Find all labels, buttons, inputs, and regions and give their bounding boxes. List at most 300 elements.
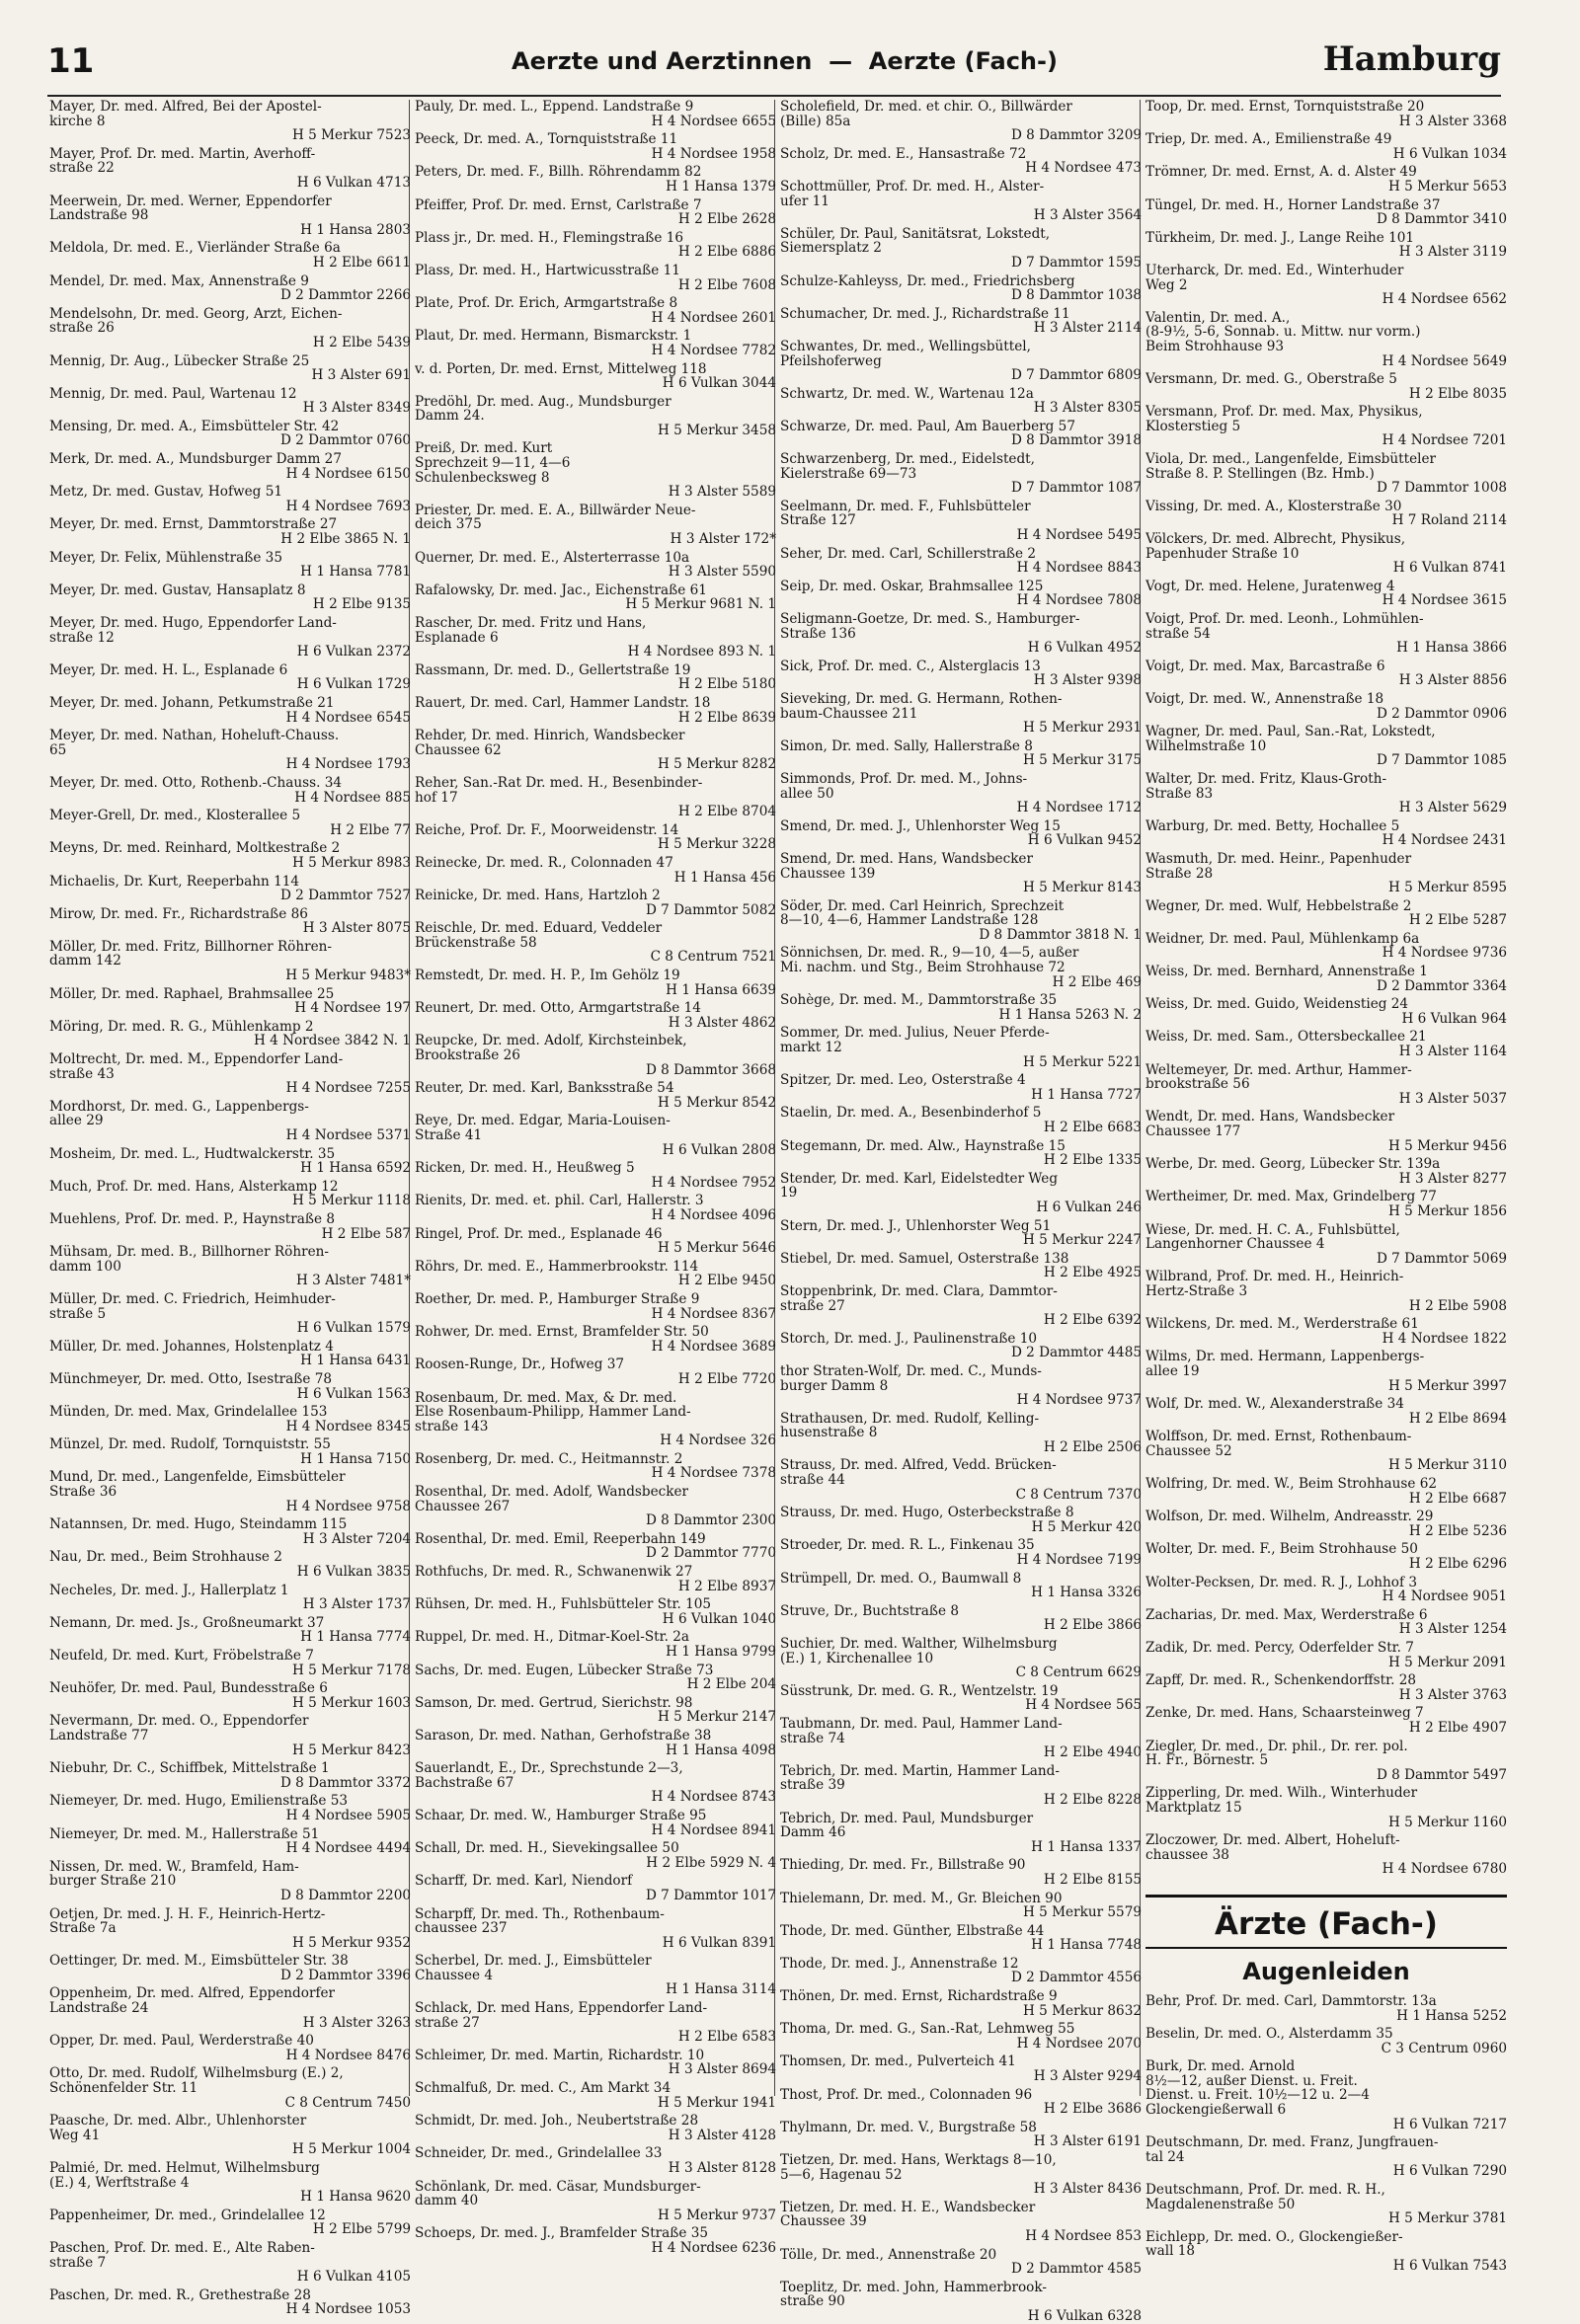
- entry-text: Straße 41: [415, 1128, 483, 1143]
- directory-entry: [780, 100, 1142, 143]
- entry-text: Seligmann-Goetze, Dr. med. S., Hamburger-: [780, 612, 1080, 627]
- directory-entry: [780, 1172, 1142, 1215]
- phone-number: H 5 Merkur 9483*: [285, 968, 411, 984]
- entry-text: Weg 2: [1146, 277, 1188, 293]
- phone-number: H 5 Merkur 9352: [291, 1934, 411, 1951]
- entry-text: Rühsen, Dr. med. H., Fuhlsbütteler Str. 105: [415, 1597, 712, 1612]
- directory-entry: [415, 616, 776, 659]
- phone-number: H 1 Hansa 5252: [1396, 2007, 1507, 2024]
- phone-number: H 6 Vulkan 7543: [1392, 2258, 1507, 2274]
- phone-number: H 5 Merkur 5646: [657, 1240, 776, 1257]
- phone-number: H 4 Nordsee 8843: [1016, 560, 1142, 577]
- entry-text: Schönenfelder Str. 11: [49, 2081, 198, 2096]
- entry-text: Pfeilshoferweg: [780, 353, 882, 369]
- directory-entry: [780, 1538, 1142, 1567]
- entry-text: Rosenthal, Dr. med. Adolf, Wandsbecker: [415, 1485, 689, 1500]
- phone-number: H 2 Elbe 204: [686, 1676, 776, 1693]
- directory-entry: [780, 1604, 1142, 1633]
- entry-text: Nevermann, Dr. med. O., Eppendorfer: [49, 1714, 309, 1729]
- phone-number: D 7 Dammtor 1595: [1010, 254, 1142, 271]
- entry-text: Suchier, Dr. med. Walther, Wilhelmsburg: [780, 1637, 1058, 1652]
- phone-number: H 3 Alster 8436: [1033, 2181, 1142, 2198]
- phone-number: H 5 Merkur 3458: [657, 422, 776, 438]
- entry-text: Möring, Dr. med. R. G., Mühlenkamp 2: [49, 1019, 314, 1035]
- phone-number: H 2 Elbe 6392: [1043, 1312, 1142, 1329]
- directory-entry: [780, 1717, 1142, 1760]
- directory-entry: [415, 856, 776, 885]
- phone-number: D 7 Dammtor 5069: [1376, 1250, 1507, 1267]
- directory-entry: [49, 1100, 411, 1143]
- directory-entry: [780, 452, 1142, 496]
- entry-text: Mi. nachm. und Stg., Beim Strohhause 72: [780, 961, 1066, 975]
- directory-entry: [49, 452, 411, 481]
- phone-number: D 2 Dammtor 3364: [1376, 977, 1507, 994]
- phone-number: H 3 Alster 1737: [302, 1596, 411, 1613]
- entry-text: straße 26: [49, 321, 115, 336]
- entry-text: straße 22: [49, 161, 115, 176]
- phone-number: H 2 Elbe 6886: [677, 244, 776, 261]
- entry-text: Ziegler, Dr. med., Dr. phil., Dr. rer. pol.: [1146, 1739, 1408, 1754]
- entry-text: Wolf, Dr. med. W., Alexanderstraße 34: [1146, 1397, 1404, 1412]
- phone-number: H 4 Nordsee 893 N. 1: [627, 644, 776, 660]
- directory-entry: [780, 2281, 1142, 2324]
- directory-entry: [415, 1532, 776, 1561]
- phone-number: D 8 Dammtor 3372: [279, 1774, 411, 1791]
- section-rule: [1146, 1947, 1507, 1949]
- directory-entry: [1146, 264, 1507, 307]
- entry-text: Wilhelmstraße 10: [1146, 738, 1267, 754]
- directory-entry: [1146, 1542, 1507, 1571]
- entry-text: markt 12: [780, 1041, 842, 1055]
- entry-text: Wagner, Dr. med. Paul, San.-Rat, Lokstedt,: [1146, 725, 1436, 739]
- entry-text: Münzel, Dr. med. Rudolf, Tornquiststr. 55: [49, 1437, 331, 1452]
- phone-number: H 5 Merkur 1004: [291, 2141, 411, 2158]
- phone-number: H 4 Nordsee 9758: [285, 1498, 411, 1514]
- entry-text: Plass jr., Dr. med. H., Flemingstraße 16: [415, 230, 683, 246]
- entry-text: Simon, Dr. med. Sally, Hallerstraße 8: [780, 738, 1033, 754]
- directory-entry: [1146, 1833, 1507, 1877]
- entry-text: Spitzer, Dr. med. Leo, Osterstraße 4: [780, 1073, 1026, 1088]
- phone-number: H 5 Merkur 8595: [1387, 880, 1507, 896]
- entry-text: Damm 24.: [415, 409, 485, 424]
- directory-entry: [415, 231, 776, 260]
- entry-text: Bachstraße 67: [415, 1775, 514, 1791]
- directory-entry: [780, 612, 1142, 656]
- directory-entry: [780, 1412, 1142, 1455]
- entry-text: Neuhöfer, Dr. med. Paul, Bundesstraße 6: [49, 1681, 328, 1696]
- directory-entry: [49, 1470, 411, 1513]
- entry-text: Thoma, Dr. med. G., San.-Rat, Lehmweg 55: [780, 2022, 1075, 2037]
- directory-entry: [780, 1957, 1142, 1985]
- phone-number: H 4 Nordsee 9736: [1382, 945, 1507, 962]
- phone-number: H 5 Merkur 2931: [1022, 720, 1142, 736]
- entry-text: Siemersplatz 2: [780, 241, 882, 256]
- directory-entry: [1146, 692, 1507, 721]
- entry-text: Meyer, Dr. Felix, Mühlenstraße 35: [49, 550, 282, 566]
- entry-text: Nemann, Dr. med. Js., Großneumarkt 37: [49, 1615, 325, 1631]
- entry-text: Marktplatz 15: [1146, 1800, 1242, 1816]
- entry-text: straße 74: [780, 1731, 845, 1746]
- entry-text: wall 18: [1146, 2244, 1196, 2259]
- entry-text: Pfeiffer, Prof. Dr. med. Ernst, Carlstraße 7: [415, 197, 702, 213]
- entry-text: Meyer, Dr. med. Ernst, Dammtorstraße 27: [49, 517, 338, 533]
- entry-text: husenstraße 8: [780, 1426, 878, 1440]
- phone-number: H 1 Hansa 9620: [300, 2189, 411, 2206]
- entry-text: Scholefield, Dr. med. et chir. O., Billwärder: [780, 100, 1072, 115]
- entry-text: Chaussee 39: [780, 2214, 867, 2229]
- directory-entry: [49, 1616, 411, 1645]
- entry-text: Plaut, Dr. med. Hermann, Bismarckstr. 1: [415, 329, 692, 344]
- phone-number: H 5 Merkur 3781: [1387, 2210, 1507, 2227]
- entry-text: allee 19: [1146, 1363, 1200, 1379]
- entry-text: Schwartz, Dr. med. W., Wartenau 12a: [780, 386, 1034, 402]
- entry-text: Uterharck, Dr. med. Ed., Winterhuder: [1146, 263, 1404, 278]
- entry-text: Sarason, Dr. med. Nathan, Gerhofstraße 38: [415, 1728, 712, 1743]
- directory-entry: [1146, 899, 1507, 928]
- directory-entry: [49, 2208, 411, 2237]
- entry-text: Priester, Dr. med. E. A., Billwärder Neue-: [415, 503, 696, 518]
- phone-number: H 6 Vulkan 964: [1401, 1010, 1507, 1027]
- entry-text: Chaussee 267: [415, 1499, 511, 1514]
- directory-entry: [780, 1252, 1142, 1280]
- phone-number: H 5 Merkur 5221: [1022, 1053, 1142, 1070]
- entry-text: Seher, Dr. med. Carl, Schillerstraße 2: [780, 546, 1037, 562]
- entry-text: Röhrs, Dr. med. E., Hammerbrookstr. 114: [415, 1259, 699, 1275]
- page-header: [47, 39, 1501, 95]
- entry-text: Tietzen, Dr. med. H. E., Wandsbecker: [780, 2200, 1036, 2215]
- directory-entry: [780, 1026, 1142, 1069]
- entry-text: Mosheim, Dr. med. L., Hudtwalckerstr. 35: [49, 1146, 336, 1162]
- entry-text: Reinicke, Dr. med. Hans, Hartzloh 2: [415, 889, 661, 903]
- entry-text: Tietzen, Dr. med. Hans, Werktags 8—10,: [780, 2153, 1057, 2168]
- directory-entry: [1146, 532, 1507, 576]
- entry-text: Stiebel, Dr. med. Samuel, Osterstraße 138: [780, 1251, 1069, 1267]
- entry-text: Taubmann, Dr. med. Paul, Hammer Land-: [780, 1716, 1063, 1732]
- entry-text: Werbe, Dr. med. Georg, Lübecker Str. 139a: [1146, 1157, 1441, 1172]
- entry-text: Strathausen, Dr. med. Rudolf, Kelling-: [780, 1411, 1040, 1427]
- phone-number: H 4 Nordsee 3615: [1382, 592, 1507, 609]
- phone-number: C 3 Centrum 0960: [1381, 2040, 1507, 2056]
- directory-entry: [780, 659, 1142, 688]
- phone-number: H 3 Alster 172*: [670, 531, 776, 548]
- directory-entry: [49, 940, 411, 983]
- entry-text: Brückenstraße 58: [415, 935, 537, 951]
- entry-text: Meyer, Dr. med. H. L., Esplanade 6: [49, 662, 288, 678]
- phone-number: D 7 Dammtor 5082: [645, 901, 776, 918]
- entry-text: hof 17: [415, 790, 458, 806]
- phone-number: H 7 Roland 2114: [1391, 512, 1507, 529]
- directory-entry: [49, 1020, 411, 1048]
- phone-number: H 5 Merkur 1160: [1387, 1814, 1507, 1830]
- phone-number: H 4 Nordsee 7693: [285, 498, 411, 514]
- entry-text: Schönlank, Dr. med. Cäsar, Mundsburger-: [415, 2179, 701, 2195]
- entry-text: Beselin, Dr. med. O., Alsterdamm 35: [1146, 2027, 1393, 2042]
- directory-entry: [1146, 852, 1507, 895]
- directory-entry: [780, 2121, 1142, 2149]
- directory-entry: [1146, 132, 1507, 161]
- phone-number: H 2 Elbe 9450: [677, 1273, 776, 1289]
- entry-text: Niemeyer, Dr. med. Hugo, Emilienstraße 53: [49, 1794, 348, 1809]
- phone-number: H 2 Elbe 6611: [312, 254, 411, 271]
- entry-text: Ricken, Dr. med. H., Heußweg 5: [415, 1161, 635, 1176]
- phone-number: H 2 Elbe 4907: [1408, 1719, 1507, 1736]
- phone-number: D 2 Dammtor 4556: [1010, 1970, 1142, 1986]
- phone-number: H 6 Vulkan 4105: [296, 2269, 411, 2285]
- directory-entry: [415, 2226, 776, 2255]
- phone-number: H 3 Alster 3368: [1398, 113, 1507, 129]
- directory-entry: [1146, 1740, 1507, 1783]
- entry-text: Versmann, Prof. Dr. med. Max, Physikus,: [1146, 405, 1423, 420]
- entry-text: Paschen, Dr. med. R., Grethestraße 28: [49, 2287, 311, 2303]
- phone-number: H 3 Alster 8856: [1398, 672, 1507, 689]
- entry-text: Chaussee 177: [1146, 1124, 1241, 1139]
- directory-entry: [780, 2054, 1142, 2083]
- entry-text: Stern, Dr. med. J., Uhlenhorster Weg 51: [780, 1218, 1052, 1234]
- entry-text: Reinecke, Dr. med. R., Colonnaden 47: [415, 855, 673, 871]
- directory-entry: [49, 2114, 411, 2157]
- phone-number: H 4 Nordsee 9737: [1016, 1392, 1142, 1409]
- entry-text: baum-Chaussee 211: [780, 706, 918, 722]
- entry-text: thor Straten-Wolf, Dr. med. C., Munds-: [780, 1363, 1042, 1379]
- entry-text: straße 43: [49, 1066, 115, 1082]
- entry-text: Rosenbaum, Dr. med. Max, & Dr. med.: [415, 1390, 677, 1406]
- phone-number: H 3 Alster 9398: [1033, 672, 1142, 689]
- entry-text: Langenhorner Chaussee 4: [1146, 1237, 1325, 1252]
- city-heading: Hamburg: [1322, 39, 1501, 79]
- directory-entry: [415, 1907, 776, 1951]
- entry-text: Thomsen, Dr. med., Pulverteich 41: [780, 2054, 1016, 2070]
- directory-entry: [415, 2081, 776, 2110]
- entry-text: Klosterstieg 5: [1146, 419, 1241, 434]
- directory-entry: [1146, 997, 1507, 1026]
- entry-text: Mirow, Dr. med. Fr., Richardstraße 86: [49, 906, 308, 922]
- phone-number: D 8 Dammtor 3918: [1010, 432, 1142, 449]
- entry-text: Pappenheimer, Dr. med., Grindelallee 12: [49, 2208, 326, 2223]
- entry-text: Oetjen, Dr. med. J. H. F., Heinrich-Hertz-: [49, 1906, 326, 1922]
- directory-entry: [1146, 231, 1507, 260]
- entry-text: Meyer, Dr. med. Otto, Rothenb.-Chauss. 34: [49, 775, 343, 791]
- entry-text: Necheles, Dr. med. J., Hallerplatz 1: [49, 1583, 289, 1598]
- entry-text: Niebuhr, Dr. C., Schiffbek, Mittelstraße 1: [49, 1761, 330, 1776]
- directory-entry: [780, 899, 1142, 943]
- entry-text: Strauss, Dr. med. Hugo, Osterbeckstraße 8: [780, 1506, 1074, 1520]
- directory-entry: [1146, 1608, 1507, 1637]
- phone-number: H 6 Vulkan 7290: [1392, 2163, 1507, 2180]
- entry-text: Müller, Dr. med. C. Friedrich, Heimhuder-: [49, 1291, 336, 1307]
- directory-entry: [415, 1227, 776, 1256]
- phone-number: H 6 Vulkan 246: [1036, 1199, 1142, 1215]
- directory-entry: [49, 2288, 411, 2317]
- directory-entry: [1146, 1190, 1507, 1218]
- entry-text: Mayer, Dr. med. Alfred, Bei der Apostel-: [49, 100, 322, 115]
- phone-number: H 3 Alster 5590: [668, 564, 776, 581]
- entry-text: Sohège, Dr. med. M., Dammtorstraße 35: [780, 993, 1058, 1008]
- phone-number: H 3 Alster 3119: [1398, 244, 1507, 261]
- entry-text: Zipperling, Dr. med. Wilh., Winterhuder: [1146, 1786, 1418, 1801]
- directory-entry: [49, 1245, 411, 1288]
- phone-number: H 5 Merkur 7523: [291, 127, 411, 144]
- phone-number: H 1 Hansa 5263 N. 2: [998, 1006, 1142, 1023]
- entry-text: Storch, Dr. med. J., Paulinenstraße 10: [780, 1331, 1038, 1347]
- phone-number: D 8 Dammtor 3818 N. 1: [979, 926, 1142, 943]
- entry-text: Schmalfuß, Dr. med. C., Am Markt 34: [415, 2081, 672, 2096]
- directory-entry: [780, 819, 1142, 848]
- entry-text: Peters, Dr. med. F., Billh. Röhrendamm 82: [415, 165, 702, 180]
- entry-text: Chaussee 62: [415, 742, 502, 758]
- phone-number: H 4 Nordsee 6562: [1382, 291, 1507, 308]
- phone-number: H 6 Vulkan 4713: [296, 174, 411, 191]
- phone-number: H 1 Hansa 6639: [666, 981, 776, 998]
- entry-text: Rascher, Dr. med. Fritz und Hans,: [415, 616, 647, 631]
- directory-entry: [49, 1761, 411, 1790]
- phone-number: H 3 Alster 8694: [668, 2061, 776, 2078]
- directory-entry: [780, 1637, 1142, 1680]
- entry-text: Straße 83: [1146, 786, 1214, 802]
- directory-entry: [780, 580, 1142, 608]
- entry-text: Reunert, Dr. med. Otto, Armgartstraße 14: [415, 1001, 701, 1016]
- entry-text: Vissing, Dr. med. A., Klosterstraße 30: [1146, 499, 1402, 514]
- entry-text: Burk, Dr. med. Arnold: [1146, 2059, 1296, 2074]
- entry-text: 8—10, 4—6, Hammer Landstraße 128: [780, 913, 1039, 928]
- directory-entry: [415, 1696, 776, 1725]
- phone-number: H 2 Elbe 469: [1052, 973, 1142, 990]
- phone-number: H 6 Vulkan 2372: [296, 644, 411, 660]
- entry-text: Voigt, Prof. Dr. med. Leonh., Lohmühlen-: [1146, 612, 1424, 627]
- phone-number: H 3 Alster 3263: [302, 2014, 411, 2031]
- directory-entry: [415, 1664, 776, 1692]
- phone-number: H 5 Merkur 9456: [1387, 1137, 1507, 1154]
- phone-number: H 4 Nordsee 2431: [1382, 832, 1507, 849]
- directory-entry: [415, 1260, 776, 1288]
- entry-text: Rosenthal, Dr. med. Emil, Reeperbahn 149: [415, 1531, 706, 1547]
- entry-text: Papenhuder Straße 10: [1146, 546, 1300, 562]
- phone-number: H 4 Nordsee 5649: [1382, 352, 1507, 369]
- entry-text: straße 5: [49, 1306, 107, 1322]
- directory-entry: [415, 1325, 776, 1354]
- phone-number: H 4 Nordsee 326: [660, 1433, 776, 1449]
- entry-text: Schlack, Dr. med Hans, Eppendorfer Land-: [415, 2001, 708, 2016]
- directory-entry: [1146, 965, 1507, 993]
- entry-text: Trömner, Dr. med. Ernst, A. d. Alster 49: [1146, 165, 1417, 180]
- entry-text: 8½—12, außer Dienst. u. Freit.: [1146, 2073, 1358, 2089]
- phone-number: H 6 Vulkan 1579: [296, 1320, 411, 1337]
- column-3: [780, 100, 1142, 2324]
- entry-text: Wolter-Pecksen, Dr. med. R. J., Lohhof 3: [1146, 1575, 1417, 1590]
- phone-number: H 3 Alster 5037: [1398, 1090, 1507, 1107]
- entry-text: Wilms, Dr. med. Hermann, Lappenbergs-: [1146, 1350, 1425, 1364]
- directory-entry: [1146, 819, 1507, 848]
- entry-text: Landstraße 77: [49, 1728, 149, 1743]
- directory-entry: [415, 1357, 776, 1386]
- entry-text: Smend, Dr. med. Hans, Wandsbecker: [780, 851, 1033, 867]
- phone-number: H 5 Merkur 420: [1031, 1518, 1142, 1535]
- directory-entry: [780, 1924, 1142, 1953]
- phone-number: H 3 Alster 8277: [1398, 1170, 1507, 1187]
- entry-text: Dienst. u. Freit. 10½—12 u. 2—4: [1146, 2088, 1370, 2104]
- entry-text: Weiss, Dr. med. Bernhard, Annenstraße 1: [1146, 965, 1428, 979]
- entry-text: Pauly, Dr. med. L., Eppend. Landstraße 9: [415, 100, 694, 115]
- entry-text: Straße 136: [780, 626, 856, 642]
- directory-entry: [49, 1550, 411, 1579]
- directory-entry: [780, 1332, 1142, 1360]
- entry-text: Schüler, Dr. Paul, Sanitätsrat, Lokstedt,: [780, 226, 1051, 242]
- directory-entry: [1146, 1510, 1507, 1538]
- entry-text: Reischle, Dr. med. Eduard, Veddeler: [415, 921, 663, 936]
- entry-text: Sieveking, Dr. med. G. Hermann, Rothen-: [780, 691, 1063, 707]
- phone-number: H 5 Merkur 1603: [291, 1694, 411, 1711]
- phone-number: H 6 Vulkan 6328: [1027, 2307, 1142, 2324]
- directory-entry: [780, 2088, 1142, 2117]
- phone-number: H 4 Nordsee 7199: [1016, 1552, 1142, 1569]
- phone-number: H 4 Nordsee 6780: [1382, 1861, 1507, 1878]
- directory-entry: [415, 1874, 776, 1902]
- entry-text: Schneider, Dr. med., Grindelallee 33: [415, 2146, 663, 2161]
- entry-text: Behr, Prof. Dr. med. Carl, Dammtorstr. 13a: [1146, 1993, 1437, 2009]
- entry-text: Voigt, Dr. med. Max, Barcastraße 6: [1146, 658, 1385, 674]
- phone-number: H 4 Nordsee 8345: [285, 1418, 411, 1434]
- directory-entry: [780, 1219, 1142, 1248]
- phone-number: H 1 Hansa 6431: [300, 1353, 411, 1369]
- phone-number: H 3 Alster 7204: [302, 1530, 411, 1547]
- entry-text: Schwantes, Dr. med., Wellingsbüttel,: [780, 339, 1031, 354]
- directory-entry: [415, 889, 776, 917]
- phone-number: D 2 Dammtor 3396: [279, 1967, 411, 1983]
- entry-text: Schulenbecksweg 8: [415, 470, 550, 486]
- directory-entry: [780, 1106, 1142, 1134]
- phone-number: H 4 Nordsee 7255: [285, 1080, 411, 1097]
- entry-text: Paschen, Prof. Dr. med. E., Alte Raben-: [49, 2240, 315, 2256]
- phone-number: H 4 Nordsee 6150: [285, 465, 411, 482]
- entry-text: Warburg, Dr. med. Betty, Hochallee 5: [1146, 818, 1400, 834]
- phone-number: H 5 Merkur 2147: [657, 1709, 776, 1726]
- phone-number: H 2 Elbe 5439: [312, 334, 411, 350]
- directory-entry: [415, 1809, 776, 1837]
- entry-text: ufer 11: [780, 194, 830, 209]
- entry-text: Wertheimer, Dr. med. Max, Grindelberg 77: [1146, 1190, 1437, 1204]
- directory-entry: [1146, 2230, 1507, 2274]
- entry-text: Möller, Dr. med. Raphael, Brahmsallee 25: [49, 986, 335, 1002]
- entry-text: Straße 127: [780, 513, 856, 529]
- phone-number: H 2 Elbe 5929 N. 4: [646, 1854, 776, 1871]
- entry-text: Moltrecht, Dr. med. M., Eppendorfer Land-: [49, 1052, 344, 1067]
- entry-text: (8-9½, 5-6, Sonnab. u. Mittw. nur vorm.): [1146, 325, 1421, 340]
- phone-number: H 2 Elbe 9135: [312, 596, 411, 613]
- phone-number: H 2 Elbe 6583: [677, 2029, 776, 2046]
- directory-entry: [1146, 500, 1507, 528]
- entry-text: Toop, Dr. med. Ernst, Tornquiststraße 20: [1146, 100, 1425, 115]
- entry-text: Zloczower, Dr. med. Albert, Hoheluft-: [1146, 1833, 1400, 1848]
- entry-text: Zenke, Dr. med. Hans, Schaarsteinweg 7: [1146, 1706, 1424, 1721]
- phone-number: H 4 Nordsee 2601: [651, 309, 776, 326]
- entry-text: Strümpell, Dr. med. O., Baumwall 8: [780, 1571, 1022, 1587]
- directory-entry: [780, 993, 1142, 1022]
- phone-number: H 3 Alster 4128: [668, 2127, 776, 2143]
- directory-entry: [49, 875, 411, 903]
- phone-number: H 4 Nordsee 473: [1025, 160, 1142, 177]
- page-number: 11: [47, 41, 95, 81]
- phone-number: D 2 Dammtor 7770: [645, 1545, 776, 1562]
- directory-entry: [780, 547, 1142, 576]
- phone-number: H 5 Merkur 1118: [291, 1193, 411, 1209]
- directory-entry: [780, 1364, 1142, 1408]
- phone-number: H 5 Merkur 9737: [657, 2207, 776, 2223]
- entry-text: Sprechzeit 9—11, 4—6: [415, 456, 571, 471]
- phone-number: H 4 Nordsee 7378: [651, 1465, 776, 1482]
- header-rule: [47, 95, 1501, 97]
- entry-text: Much, Prof. Dr. med. Hans, Alsterkamp 12: [49, 1179, 339, 1195]
- entry-text: Münchmeyer, Dr. med. Otto, Isestraße 78: [49, 1371, 332, 1387]
- phone-number: H 3 Alster 8349: [302, 400, 411, 417]
